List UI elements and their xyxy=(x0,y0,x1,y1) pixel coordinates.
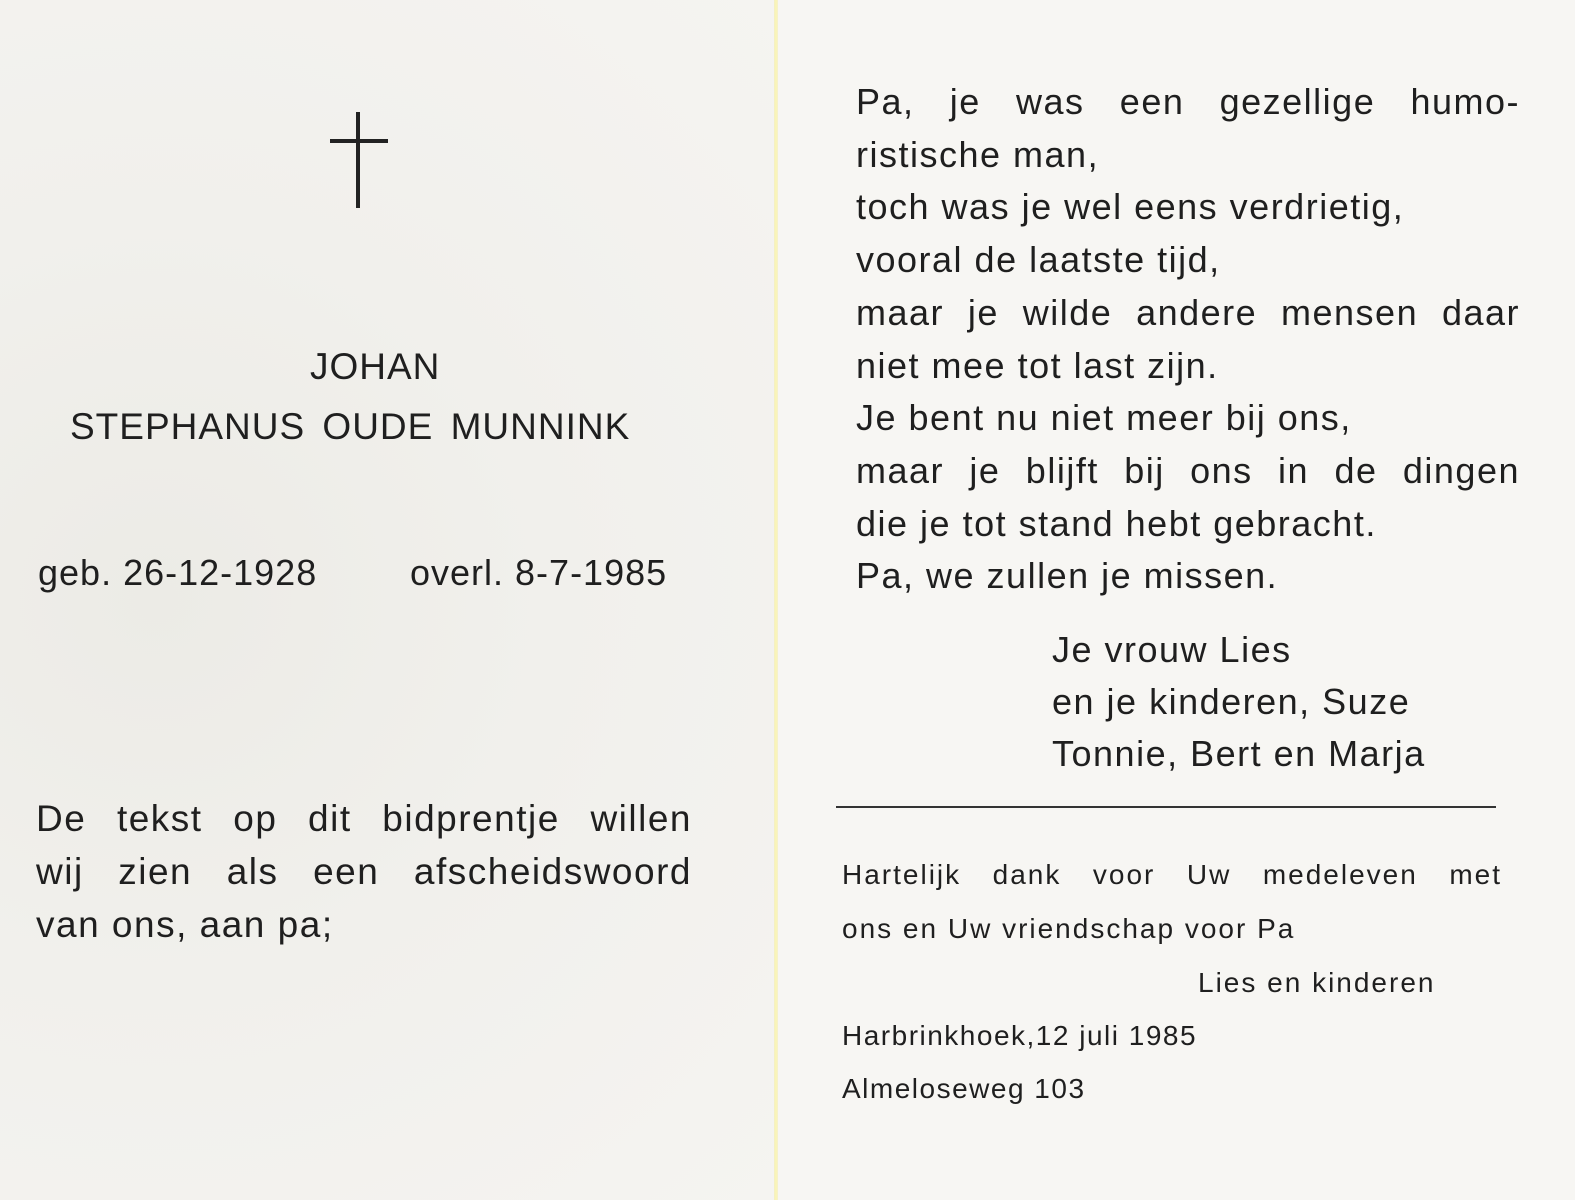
poem-line: Pa, we zullen je missen. xyxy=(856,555,1279,597)
cross-icon xyxy=(330,112,388,208)
poem-line: maar je blijft bij ons in de dingen xyxy=(856,449,1520,491)
street-address: Almeloseweg 103 xyxy=(842,1073,1086,1104)
full-name: STEPHANUS OUDE MUNNINK xyxy=(70,406,631,447)
place-date: Harbrinkhoek,12 juli 1985 xyxy=(842,1020,1198,1051)
thanks-signature: Lies en kinderen xyxy=(1198,967,1436,998)
intro-line: wij zien als een afscheidswoord xyxy=(36,851,692,892)
divider xyxy=(836,806,1496,808)
left-panel xyxy=(0,0,778,1200)
poem-line: Pa, je was een gezellige humo- xyxy=(856,81,1520,122)
poem-line: die je tot stand hebt gebracht. xyxy=(856,502,1377,544)
thanks-line: Hartelijk dank voor Uw medeleven met xyxy=(842,859,1502,890)
signature-line: Je vrouw Lies xyxy=(1052,629,1292,670)
poem-line: vooral de laatste tijd, xyxy=(856,239,1221,281)
poem-line: ristische man, xyxy=(856,133,1100,175)
poem-line: niet mee tot last zijn. xyxy=(856,344,1219,386)
family-signature xyxy=(1052,624,1472,780)
intro-line: De tekst op dit bidprentje willen xyxy=(36,798,692,839)
birth-date: geb. 26-12-1928 xyxy=(38,552,318,593)
death-date: overl. 8-7-1985 xyxy=(410,552,668,593)
signature-line: Tonnie, Bert en Marja xyxy=(1052,733,1426,774)
first-name: JOHAN xyxy=(310,346,441,387)
poem-line: toch was je wel eens verdrietig, xyxy=(856,186,1405,228)
poem-line: Je bent nu niet meer bij ons, xyxy=(856,397,1352,439)
thanks-text xyxy=(842,848,1502,1010)
intro-line: van ons, aan pa; xyxy=(36,904,334,945)
thanks-line: ons en Uw vriendschap voor Pa xyxy=(842,913,1296,944)
poem-line: maar je wilde andere mensen daar xyxy=(856,291,1520,333)
intro-text xyxy=(36,792,692,951)
signature-line: en je kinderen, Suze xyxy=(1052,681,1411,722)
poem xyxy=(856,76,1520,603)
